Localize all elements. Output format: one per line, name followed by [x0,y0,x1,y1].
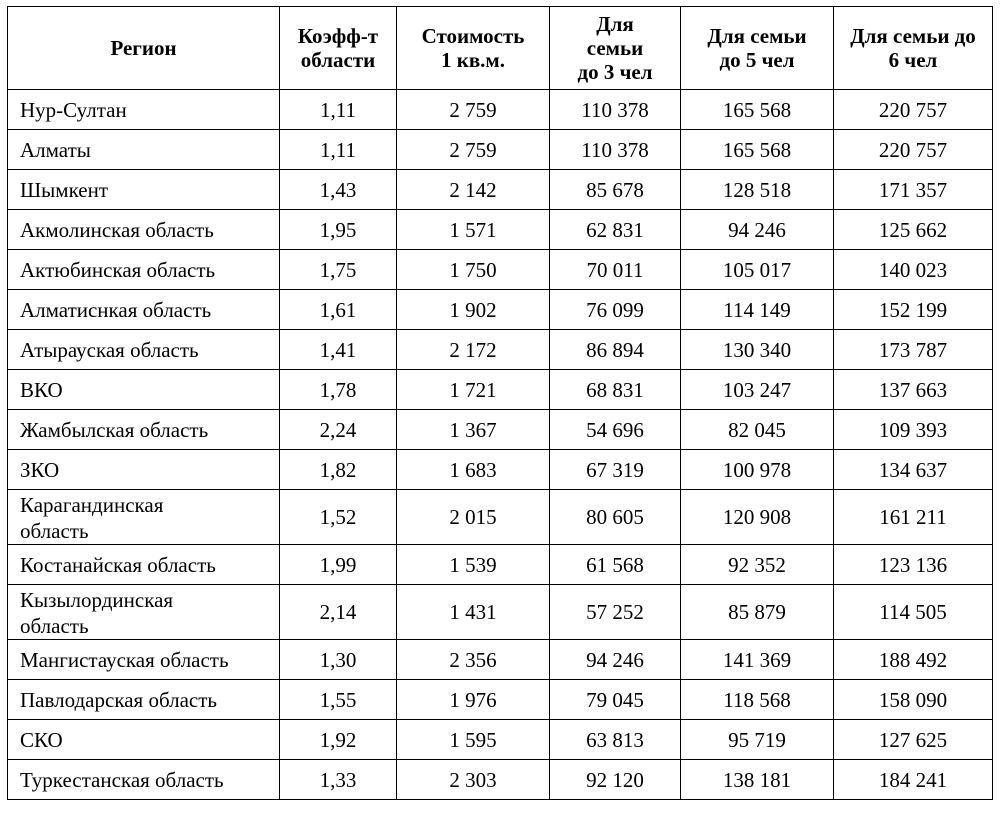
cell-family-5: 103 247 [681,370,834,410]
cell-family-5: 165 568 [681,90,834,130]
cell-coefficient: 1,99 [280,545,397,585]
cell-family-6: 161 211 [834,490,993,545]
cell-family-3: 80 605 [550,490,681,545]
cell-region [8,545,280,585]
cell-coefficient: 1,33 [280,760,397,800]
cell-region [8,640,280,680]
header-region: Регион [8,7,280,90]
table-row [8,760,993,800]
cell-cost-per-sqm: 2 172 [397,330,550,370]
region-name: Акмолинская область [20,218,214,242]
cell-coefficient: 1,61 [280,290,397,330]
region-name: Алматиснкая область [20,298,212,322]
cell-cost-per-sqm: 1 721 [397,370,550,410]
cell-cost-per-sqm: 2 015 [397,490,550,545]
cell-family-6: 134 637 [834,450,993,490]
cell-family-5: 128 518 [681,170,834,210]
cell-region [8,210,280,250]
cell-coefficient: 2,14 [280,585,397,640]
cell-coefficient: 2,24 [280,410,397,450]
cell-region [8,720,280,760]
region-name: Алматы [20,138,91,162]
table-header-row [8,7,993,90]
cell-cost-per-sqm: 1 683 [397,450,550,490]
cell-family-6: 184 241 [834,760,993,800]
cell-cost-per-sqm: 2 759 [397,90,550,130]
cell-region [8,760,280,800]
cell-region [8,680,280,720]
cell-region [8,90,280,130]
table-row [8,490,993,545]
cell-coefficient: 1,11 [280,130,397,170]
cell-family-6: 114 505 [834,585,993,640]
cell-coefficient: 1,30 [280,640,397,680]
table-row [8,290,993,330]
region-name: Туркестанская область [20,768,224,792]
region-name: Павлодарская область [20,688,217,712]
table-row [8,330,993,370]
region-name: Нур-Султан [20,98,127,122]
cell-cost-per-sqm: 2 356 [397,640,550,680]
cell-family-3: 63 813 [550,720,681,760]
cell-coefficient: 1,52 [280,490,397,545]
cell-family-5: 118 568 [681,680,834,720]
cell-cost-per-sqm: 1 431 [397,585,550,640]
cell-family-6: 127 625 [834,720,993,760]
table-row [8,640,993,680]
cell-cost-per-sqm: 1 976 [397,680,550,720]
region-name: Костанайская область [20,553,216,577]
cell-coefficient: 1,82 [280,450,397,490]
cell-region [8,370,280,410]
cell-family-6: 123 136 [834,545,993,585]
table-row [8,370,993,410]
cell-family-6: 125 662 [834,210,993,250]
cell-family-3: 62 831 [550,210,681,250]
cell-family-5: 138 181 [681,760,834,800]
cell-family-5: 82 045 [681,410,834,450]
cell-cost-per-sqm: 1 750 [397,250,550,290]
table-row [8,210,993,250]
cell-family-3: 110 378 [550,90,681,130]
cell-family-5: 165 568 [681,130,834,170]
cell-region [8,450,280,490]
cell-family-5: 95 719 [681,720,834,760]
cell-family-6: 220 757 [834,130,993,170]
cell-family-3: 76 099 [550,290,681,330]
cell-coefficient: 1,55 [280,680,397,720]
cell-region [8,250,280,290]
cell-family-3: 85 678 [550,170,681,210]
header-coefficient: Коэфф-т области [280,7,397,90]
cell-family-3: 79 045 [550,680,681,720]
cell-coefficient: 1,75 [280,250,397,290]
cell-family-6: 152 199 [834,290,993,330]
region-name: ВКО [20,378,63,402]
header-cost-per-sqm: Стоимость 1 кв.м. [397,7,550,90]
header-family-3: Для семьи до 3 чел [550,7,681,90]
cell-cost-per-sqm: 1 571 [397,210,550,250]
cell-family-3: 86 894 [550,330,681,370]
cell-family-6: 171 357 [834,170,993,210]
cell-family-3: 70 011 [550,250,681,290]
table-row [8,410,993,450]
cell-family-6: 220 757 [834,90,993,130]
cell-cost-per-sqm: 2 303 [397,760,550,800]
cell-family-5: 94 246 [681,210,834,250]
header-family-6: Для семьи до 6 чел [834,7,993,90]
cell-region [8,170,280,210]
cell-family-6: 137 663 [834,370,993,410]
cell-family-5: 100 978 [681,450,834,490]
cell-cost-per-sqm: 1 902 [397,290,550,330]
region-name: Атырауская область [20,338,199,362]
cell-family-6: 109 393 [834,410,993,450]
cell-family-6: 188 492 [834,640,993,680]
region-name: Шымкент [20,178,108,202]
table-row [8,250,993,290]
cell-coefficient: 1,41 [280,330,397,370]
cell-family-3: 110 378 [550,130,681,170]
cell-family-5: 114 149 [681,290,834,330]
cell-cost-per-sqm: 2 759 [397,130,550,170]
cell-cost-per-sqm: 2 142 [397,170,550,210]
cell-coefficient: 1,43 [280,170,397,210]
cell-cost-per-sqm: 1 595 [397,720,550,760]
cell-family-3: 94 246 [550,640,681,680]
cell-region [8,330,280,370]
cell-coefficient: 1,11 [280,90,397,130]
cell-cost-per-sqm: 1 539 [397,545,550,585]
table-row [8,130,993,170]
region-name: Кызылординская область [20,587,174,638]
cell-region [8,130,280,170]
regional-cost-table [7,6,993,800]
cell-family-3: 61 568 [550,545,681,585]
region-name: Жамбылская область [20,418,209,442]
cell-family-5: 92 352 [681,545,834,585]
cell-family-6: 173 787 [834,330,993,370]
table-row [8,450,993,490]
cell-family-5: 120 908 [681,490,834,545]
cell-family-3: 67 319 [550,450,681,490]
cell-cost-per-sqm: 1 367 [397,410,550,450]
table-row [8,585,993,640]
table-row [8,680,993,720]
cell-region [8,585,280,640]
table-row [8,90,993,130]
cell-family-3: 57 252 [550,585,681,640]
header-family-5: Для семьи до 5 чел [681,7,834,90]
cell-family-5: 141 369 [681,640,834,680]
table-row [8,170,993,210]
cell-family-3: 92 120 [550,760,681,800]
region-name: Карагандинская область [20,492,164,543]
region-name: Мангистауская область [20,648,229,672]
cell-family-5: 105 017 [681,250,834,290]
region-name: ЗКО [20,458,60,482]
cell-coefficient: 1,92 [280,720,397,760]
region-name: Актюбинская область [20,258,216,282]
cell-region [8,410,280,450]
table-row [8,545,993,585]
cell-family-6: 158 090 [834,680,993,720]
cell-family-3: 68 831 [550,370,681,410]
cell-region [8,490,280,545]
cell-family-3: 54 696 [550,410,681,450]
cell-coefficient: 1,95 [280,210,397,250]
cell-coefficient: 1,78 [280,370,397,410]
cell-family-6: 140 023 [834,250,993,290]
region-name: СКО [20,728,63,752]
cell-family-5: 85 879 [681,585,834,640]
cell-family-5: 130 340 [681,330,834,370]
table-row [8,720,993,760]
table-body [8,90,993,800]
cell-region [8,290,280,330]
